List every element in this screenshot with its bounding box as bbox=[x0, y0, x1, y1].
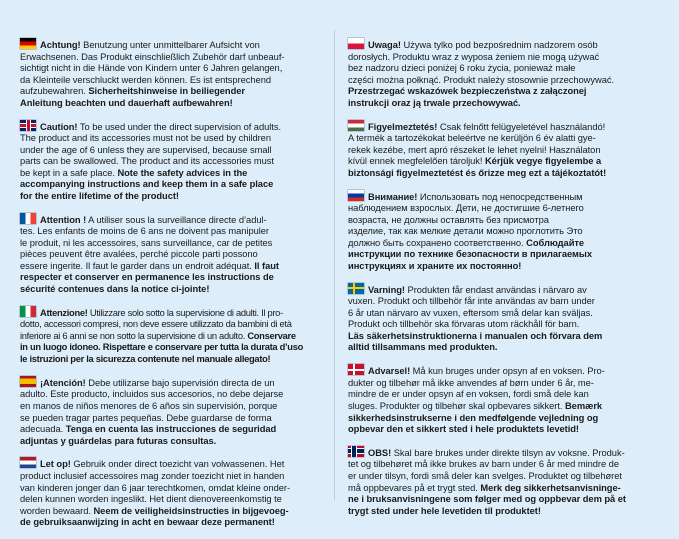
warning-block-it bbox=[20, 306, 338, 366]
russian-flag-icon bbox=[348, 190, 364, 201]
warning-bold-text: Bemærk sikkerhedsinstrukserne i den medfølgende vejledning og opbevar den et sikkert sted i hele produktets levetid! bbox=[348, 400, 603, 435]
german-flag-icon bbox=[20, 38, 36, 49]
warning-heading: Advarsel! bbox=[368, 366, 411, 377]
french-flag-icon bbox=[20, 213, 36, 224]
warning-text: To be used under the direct supervision of adults. The product and its accessories must not be used by children under the age of 6 unless they are supervised, because small parts can be swallowed. The product and its accessories must be kept in a safe place. bbox=[20, 121, 281, 178]
warning-bold-text: Conservare in un luogo idoneo. Rispettare e conservare per tutta la durata d’uso le istruzioni per la sicurezza contenute nel manuale allegato! bbox=[20, 330, 304, 365]
warning-block-es bbox=[20, 376, 338, 447]
warning-block-fr bbox=[20, 213, 338, 296]
warning-heading: Внимание! bbox=[368, 191, 418, 202]
warning-heading: Varning! bbox=[368, 284, 405, 295]
warning-bold-text: Kérjük vegye figyelembe a biztonsági figyelmeztetést és őrizze meg ezt a tájékoztatót! bbox=[348, 156, 607, 178]
warning-text: Benutzung unter unmittelbarer Aufsicht von Erwachsenen. Das Produkt einschließlich Zubehör darf unbeauf- sichtigt nicht in die Hände von Kindern unter 6 Jahren gelangen, da Kleinteile verschluckt werden können. Es ist entsprechend aufzubewahren. bbox=[20, 40, 285, 97]
hungarian-flag-icon bbox=[348, 120, 364, 131]
warning-block-gb bbox=[20, 120, 338, 203]
warning-bold-text: Neem de veiligheidsinstructies in bijgevoeg- de gebruiksaanwijzing in acht en bewaar deze permanent! bbox=[20, 505, 289, 528]
warning-heading: Attention ! bbox=[40, 214, 87, 225]
warning-bold-text: Merk deg sikkerhetsanvisninge- ne i bruksanvisningene som følger med og oppbevar dem på et trygt sted under hele levetiden til produktet! bbox=[348, 482, 626, 516]
warning-block-nl bbox=[20, 457, 338, 528]
right-column bbox=[348, 38, 668, 527]
warning-block-no bbox=[348, 446, 668, 517]
warning-bold-text: Przestrzegać wskazówek bezpieczeństwa z załączonej instrukcji oraz ją trwale przechowywać. bbox=[348, 86, 587, 108]
warning-bold-text: Il faut respecter et conserver en permanence les instructions de sécurité contenues dans la notice ci-jointe! bbox=[20, 260, 279, 294]
polish-flag-icon bbox=[348, 38, 364, 49]
warning-block-ru bbox=[348, 190, 668, 273]
warning-text: Csak felnőtt felügyeletével használandó! A termék a tartozékokat beleértve ne kerüljön 6 év alatti gye- rekek kezébe, mert apró részeket le lehet nyelni! Használaton kívül ennek megfelelően tároljuk! bbox=[348, 121, 606, 167]
warning-block-dk bbox=[348, 364, 668, 435]
warning-text: Skal bare brukes under direkte tilsyn av voksne. Produk- tet og tilbehøret må ikke brukes av barn under 6 år med mindre de er under tilsyn, fordi små deler kan svelges. Produktet og tilbehøret må oppbevares på et trygt sted. bbox=[348, 447, 625, 493]
uk-flag-icon bbox=[20, 120, 36, 131]
warning-heading: Figyelmeztetés! bbox=[368, 121, 438, 132]
italian-flag-icon bbox=[20, 306, 36, 317]
swedish-flag-icon bbox=[348, 283, 364, 294]
warning-text: Produkten får endast användas i närvaro av vuxen. Produkt och tillbehör får inte användas av barn under 6 år utan närvaro av vuxen, eftersom små delar kan sväljas. Produkt och tillbehör ska förvaras utom räckhåll för barn. bbox=[348, 284, 595, 330]
warning-heading: Let op! bbox=[40, 459, 71, 470]
warning-text: Må kun bruges under opsyn af en voksen. Pro- dukter og tilbehør må ikke anvendes af børn under 6 år, me- mindre de er under opsyn af en voksen, fordi små dele kan sluges. Produkter og tilbehør skal opbevares sikkert. bbox=[348, 366, 605, 411]
warning-block-se bbox=[348, 283, 668, 354]
warning-block-hu bbox=[348, 120, 668, 180]
warning-text: Gebruik onder direct toezicht van volwassenen. Het product inclusief accessoires mag zonder toezicht niet in handen van kinderen jonger dan 6 jaar terechtkomen, omdat kleine onder- delen kunnen worden ingeslikt. Het dient dienovereenkomstig te worden bewaard. bbox=[20, 459, 291, 516]
warning-bold-text: Sicherheitshinweise in beiliegender Anleitung beachten und dauerhaft aufbewahren! bbox=[20, 86, 245, 108]
dutch-flag-icon bbox=[20, 457, 36, 468]
warning-text: Debe utilizarse bajo supervisión directa de un adulto. Este producto, incluidos sus accesorios, no debe dejarse en manos de niños menores de 6 años sin supervisión, porque se pueden tragar partes pequeñas. Debe guardarse de forma adecuada. bbox=[20, 377, 284, 435]
warning-heading: Achtung! bbox=[40, 40, 81, 50]
warning-heading: Caution! bbox=[40, 121, 78, 132]
warning-text: Używa tylko pod bezpośrednim nadzorem osób dorosłych. Produktu wraz z wyposa żeniem nie mogą używać bez nadzoru dzieci poniżej 6 roku życia, ponieważ małe części można połknąć. Produkt należy stosownie przechowywać. bbox=[348, 40, 615, 85]
warning-heading: ¡Atención! bbox=[40, 377, 86, 388]
warning-text: Utilizzare solo sotto la supervisione di adulti. Il pro- dotto, accessori compresi, non deve essere utilizzato da bambini di età inferiore ai 6 anni se non sotto la supervisione di un adulto. bbox=[20, 307, 292, 341]
warning-text: Использовать под непосредственным наблюдением взрослых. Дети, не достигшие 6-летнего возраста, не должны оставлять без присмотра изделие, так как мелкие детали можно проглотить Это должно быть сохранено соответственно. bbox=[348, 191, 584, 248]
spanish-flag-icon bbox=[20, 376, 36, 387]
warning-block-de bbox=[20, 38, 338, 109]
warning-heading: OBS! bbox=[368, 447, 392, 458]
warning-heading: Attenzione! bbox=[40, 307, 88, 318]
warning-heading: Uwaga! bbox=[368, 40, 401, 50]
warning-block-pl bbox=[348, 38, 668, 109]
norwegian-flag-icon bbox=[348, 446, 364, 457]
left-column bbox=[20, 38, 338, 539]
warning-bold-text: Läs säkerhetsinstruktionerna i manualen och förvara dem alltid tillsammans med produkten. bbox=[348, 330, 603, 353]
warning-bold-text: Соблюдайте инструкции по технике безопасности в прилагаемых инструкциях и храните их постоянно! bbox=[348, 237, 592, 271]
warning-bold-text: Tenga en cuenta las instrucciones de seguridad adjuntas y guárdelas para futuras consultas. bbox=[20, 424, 277, 446]
danish-flag-icon bbox=[348, 364, 364, 375]
warning-text: A utiliser sous la surveillance directe d’adul- tes. Les enfants de moins de 6 ans ne doivent pas manipuler le produit, ni les accessoires, sans surveillance, car de petites pièces peuvent être avalées, perché piccole parti possono essere ingerite. Il faut le garder dans un endroit adéquat. bbox=[20, 214, 273, 271]
warning-bold-text: Note the safety advices in the accompanying instructions and keep them in a safe place for the entire lifetime of the product! bbox=[20, 167, 274, 201]
